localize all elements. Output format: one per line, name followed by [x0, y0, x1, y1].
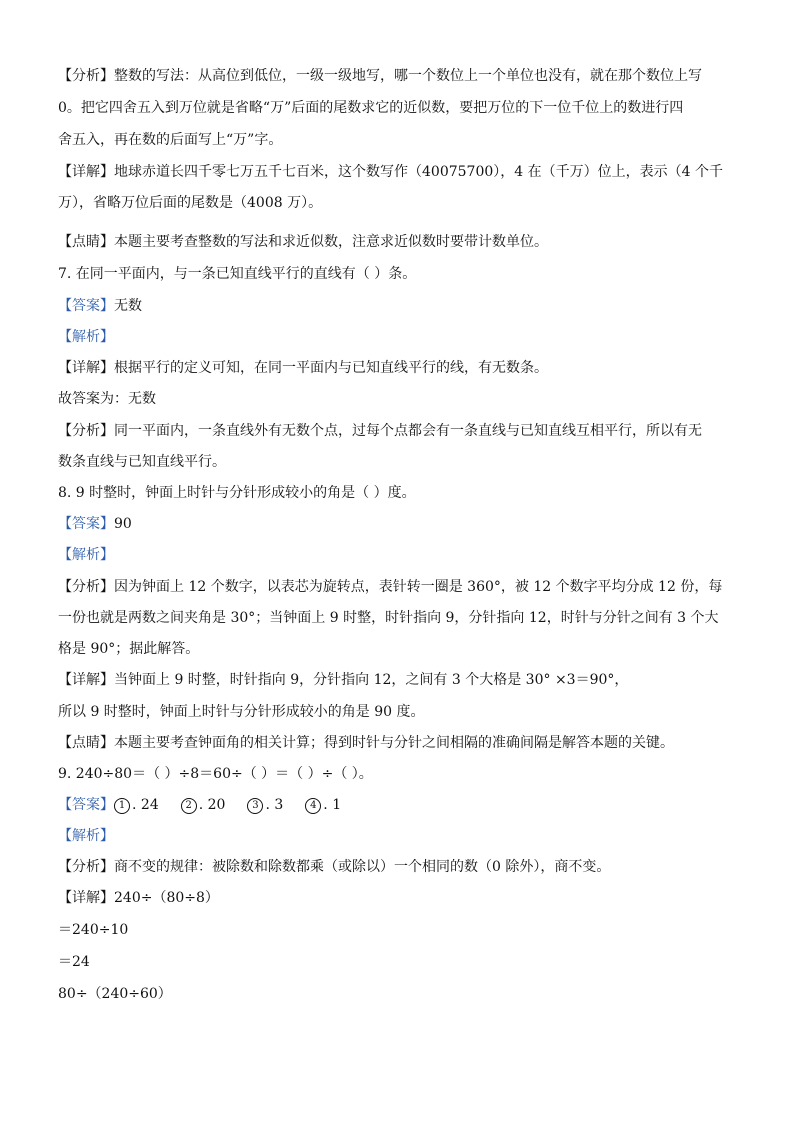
circled-number: 2: [181, 798, 197, 814]
line-text: 无数: [114, 298, 142, 314]
text-line: [58, 984, 172, 1004]
analysis-tag: 【解析】: [58, 547, 114, 563]
line-text: 万），省略万位后面的尾数是（4008 万）。: [58, 195, 323, 211]
section-tag: 【详解】: [58, 890, 114, 906]
section-tag: 【点睛】: [58, 234, 114, 250]
text-line: [58, 452, 226, 472]
question-9: [58, 764, 373, 784]
question-8: [58, 483, 416, 503]
answer-option: 3 . 3: [247, 795, 283, 815]
line-text: 因为钟面上 12 个数字，以表芯为旋转点，表针转一圈是 360°，被 12 个数字平均分成 12 份，每: [114, 579, 723, 595]
option-value: 1: [332, 797, 342, 813]
line-text: 数条直线与已知直线平行。: [58, 454, 226, 470]
answer-tag: 【答案】: [58, 797, 114, 813]
text-line: [58, 857, 610, 877]
line-text: 本题主要考查钟面角的相关计算；得到时针与分针之间相隔的准确间隔是解答本题的关键。: [114, 735, 674, 751]
line-text: 所以 9 时整时，钟面上时针与分针形成较小的角是 90 度。: [58, 704, 425, 720]
line-text: 地球赤道长四千零七万五千七百米，这个数写作（40075700），4 在（千万）位上，表示（4 个千: [114, 164, 723, 180]
text-line: [58, 888, 219, 908]
line-text: 8. 9 时整时，钟面上时针与分针形成较小的角是（ ）度。: [58, 485, 416, 501]
answer-9-line: [58, 795, 363, 815]
line-text: 一份也就是两数之间夹角是 30°；当钟面上 9 时整，时针指向 9，分针指向 12，时针与分针之间有 3 个大: [58, 610, 719, 626]
text-line: [58, 296, 142, 316]
line-text: ＝24: [58, 954, 90, 970]
line-text: 240÷（80÷8）: [114, 890, 219, 906]
text-line: [58, 98, 683, 118]
section-tag: 【分析】: [58, 423, 114, 439]
text-line: [58, 193, 322, 213]
line-text: 整数的写法：从高位到低位，一级一级地写，哪一个数位上一个单位也没有，就在那个数位上写: [114, 68, 702, 84]
analysis-tag: 【解析】: [58, 329, 114, 345]
text-line: [58, 920, 128, 940]
answer-option: 4 . 1: [305, 795, 341, 815]
line-text: ＝240÷10: [58, 922, 129, 938]
line-text: 9. 240÷80＝（ ）÷8＝60÷（ ）＝（ ）÷（ ）。: [58, 766, 373, 782]
text-line: [58, 66, 702, 86]
text-line: [58, 545, 114, 565]
text-line: [58, 952, 90, 972]
text-line: [58, 130, 282, 150]
circled-number: 4: [305, 798, 321, 814]
text-line: [58, 162, 723, 182]
text-line: [58, 733, 674, 753]
line-text: 7. 在同一平面内，与一条已知直线平行的直线有（ ）条。: [58, 266, 417, 282]
text-line: [58, 670, 628, 690]
option-value: 3: [274, 797, 284, 813]
section-tag: 【点睛】: [58, 735, 114, 751]
text-line: [58, 358, 548, 378]
answer-option: 1 . 24: [114, 795, 159, 815]
text-line: [58, 702, 425, 722]
text-line: [58, 327, 114, 347]
section-tag: 【详解】: [58, 672, 114, 688]
text-line: [58, 389, 156, 409]
text-line: [58, 826, 114, 846]
section-tag: 【分析】: [58, 68, 114, 84]
section-tag: 【详解】: [58, 164, 114, 180]
line-text: 90: [114, 516, 132, 532]
question-7: [58, 264, 416, 284]
line-text: 商不变的规律：被除数和除数都乘（或除以）一个相同的数（0 除外），商不变。: [114, 859, 611, 875]
answer-option: 2 . 20: [181, 795, 226, 815]
section-tag: 【详解】: [58, 360, 114, 376]
line-text: 同一平面内，一条直线外有无数个点，过每个点都会有一条直线与已知直线互相平行，所以有无: [114, 423, 702, 439]
analysis-tag: 【解析】: [58, 828, 114, 844]
line-text: 格是 90°；据此解答。: [58, 641, 200, 657]
line-text: 80÷（240÷60）: [58, 986, 172, 1002]
line-text: 舍五入，再在数的后面写上“万”字。: [58, 132, 283, 148]
circled-number: 3: [247, 798, 263, 814]
section-tag: 【分析】: [58, 579, 114, 595]
text-line: [58, 577, 722, 597]
text-line: [58, 232, 548, 252]
line-text: 当钟面上 9 时整，时针指向 9，分针指向 12，之间有 3 个大格是 30° ×3＝90°，: [114, 672, 629, 688]
answer-tag: 【答案】: [58, 298, 114, 314]
answer-tag: 【答案】: [58, 516, 114, 532]
text-line: [58, 608, 719, 628]
text-line: [58, 639, 199, 659]
option-value: 20: [207, 797, 226, 813]
line-text: 根据平行的定义可知，在同一平面内与已知直线平行的线，有无数条。: [114, 360, 548, 376]
option-value: 24: [140, 797, 159, 813]
text-line: [58, 514, 132, 534]
circled-number: 1: [114, 798, 130, 814]
line-text: 0。把它四舍五入到万位就是省略“万”后面的尾数求它的近似数，要把万位的下一位千位上的数进行四: [58, 100, 684, 116]
text-line: [58, 421, 702, 441]
section-tag: 【分析】: [58, 859, 114, 875]
line-text: 故答案为：无数: [58, 391, 156, 407]
line-text: 本题主要考查整数的写法和求近似数，注意求近似数时要带计数单位。: [114, 234, 548, 250]
